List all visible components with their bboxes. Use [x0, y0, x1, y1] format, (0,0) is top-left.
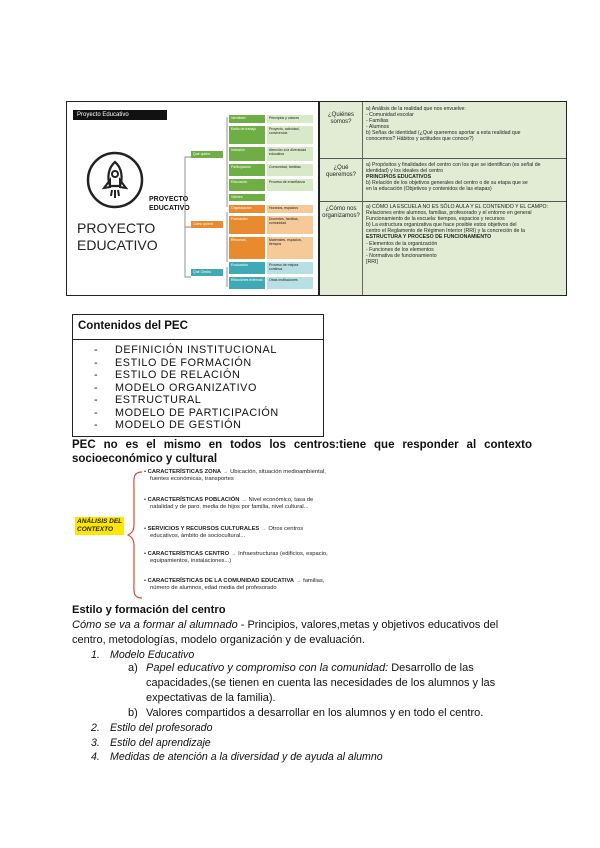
tree-item-detail: Proceso de enseñanza	[267, 179, 313, 191]
tree-item-label: Organización	[229, 205, 265, 213]
question-how-label: ¿Cómo nos organizamos?	[322, 206, 360, 219]
logo-title-line-2: EDUCATIVO	[77, 237, 158, 253]
contents-separator	[73, 339, 323, 340]
contents-item: ESTRUCTURAL	[115, 394, 202, 406]
tree-item-label: Participación	[229, 164, 265, 176]
contents-dash: -	[94, 381, 99, 394]
answer-line: ESTRUCTURA Y PROCESO DE FUNCIONAMIENTO	[366, 234, 492, 241]
tree-item-detail: Comunidad, familias	[267, 164, 313, 176]
pec-contents-box	[72, 314, 324, 437]
contents-item: ESTILO DE FORMACIÓN	[115, 356, 252, 369]
estilo-intro	[72, 618, 528, 633]
questions-column-line	[362, 102, 363, 295]
tree-root-line-1: PROYECTO	[149, 196, 189, 203]
analysis-item: • SERVICIOS Y RECURSOS CULTURALES → Otros centros educativos, ámbito de sociocultural...	[144, 526, 374, 540]
analysis-item-title: CARACTERÍSTICAS DE LA COMUNIDAD EDUCATIVA	[147, 578, 295, 584]
answer-line: centro el Reglamento de Régimen Interior (RRI) y la concreción de la	[366, 228, 525, 235]
tree-item-label: Formación	[229, 216, 265, 234]
questions-row-divider	[320, 158, 566, 159]
sub-item-b: Valores compartidos a desarrollar en los alumnos y en todo el centro.	[146, 707, 484, 719]
tree-item-detail: Principios y valores	[267, 115, 313, 123]
answer-line: - Normativa de funcionamiento	[366, 252, 437, 259]
analysis-item-text: familias,	[301, 578, 325, 584]
analysis-item-text: fuentes económicas, transportes	[150, 476, 234, 482]
analysis-item: • CARACTERÍSTICAS DE LA COMUNIDAD EDUCATIVA → familias, número de alumnos, edad media del profesorado	[144, 578, 384, 592]
sub-item-a-italic: Papel educativo y compromiso con la comunidad:	[146, 662, 389, 674]
tree-item-label: Evaluación	[229, 262, 265, 274]
tree-item-label: Valores	[229, 194, 265, 201]
tree-item-detail: Atención a la diversidad educativa	[267, 147, 313, 161]
estilo-list-item: Medidas de atención a la diversidad y de ayuda al alumno	[110, 751, 383, 763]
answer-line: Funcionamiento de la escuela: tiempos, espacios y recursos	[366, 216, 505, 223]
tree-branch-3: Qué Centro	[191, 269, 223, 276]
analysis-item: • CARACTERÍSTICAS POBLACIÓN → Nivel económico, tasa de natalidad y de paro, media de hijos por familia, nivel cultural...	[144, 497, 374, 511]
sub-letter: b)	[128, 707, 138, 719]
contents-item: MODELO DE GESTIÓN	[115, 419, 242, 431]
estilo-list-item: Modelo Educativo	[110, 649, 195, 661]
contents-dash: -	[94, 419, 99, 431]
contents-dash: -	[94, 406, 99, 419]
logo-title	[77, 220, 158, 254]
analysis-item-title: CARACTERÍSTICAS POBLACIÓN	[147, 497, 240, 503]
analysis-item-text: natalidad y de paro, media de hijos por familia, nivel cultural...	[150, 504, 309, 510]
analysis-label-line-2: CONTEXTO	[77, 526, 113, 533]
contents-dash: -	[94, 356, 99, 369]
pec-heading-line-1: PEC no es el mismo en todos los centros:tiene que responder al contexto	[72, 439, 532, 451]
pec-questions-table	[320, 102, 566, 295]
arrow-icon: →	[295, 578, 302, 584]
estilo-list-num: 4.	[91, 751, 100, 763]
tree-item-detail: Proceso de mejora continua	[267, 262, 313, 274]
tree-item-label: Inclusión	[229, 147, 265, 161]
answer-line: - Alumnos	[366, 124, 390, 131]
pec-heading-line-2: socioeconómico y cultural	[72, 453, 218, 465]
contents-dash: -	[94, 369, 99, 381]
analysis-item: • CARACTERÍSTICAS ZONA → Ubicación, situación medioambiental, fuentes económicas, transportes	[144, 469, 374, 483]
sub-letter: a)	[128, 662, 138, 674]
tree-item-detail: Docentes, familias, comunidad	[267, 216, 313, 234]
question-how-answer	[366, 204, 564, 265]
analysis-item-text: educativos, ámbito de sociocultural...	[150, 533, 246, 539]
tree-item-label: Identidad	[229, 115, 265, 123]
contents-item: DEFINICIÓN INSTITUCIONAL	[115, 344, 277, 356]
analysis-item-text: Infraestructuras (edificios, espacio,	[236, 551, 328, 557]
answer-line: - Familias	[366, 118, 389, 125]
sub-item-a-line-2: capacidades,(se tienen en cuenta las necesidades de los alumnos y las	[146, 677, 496, 689]
estilo-list-num: 2.	[91, 722, 100, 734]
tree-root-line-2: EDUCATIVO	[149, 205, 190, 212]
answer-line: - Funciones de los elementos	[366, 246, 434, 253]
contents-title: Contenidos del PEC	[78, 320, 188, 332]
contents-dash: -	[94, 394, 99, 406]
analysis-item-title: SERVICIOS Y RECURSOS CULTURALES	[147, 526, 260, 532]
pec-figure-left-panel	[67, 102, 317, 295]
contents-item: ESTILO DE RELACIÓN	[115, 369, 241, 381]
tree-item-label: Estilo de trabajo	[229, 126, 265, 144]
estilo-list-num: 3.	[91, 737, 100, 749]
answer-line: b) Señas de identidad (¿Qué queremos aportar a esta realidad que	[366, 130, 521, 137]
answer-line: a) Propósitos y finalidades del centro con los que se identifican (es señal de	[366, 162, 541, 168]
tree-item-detail: Otras instituciones	[267, 277, 313, 289]
estilo-list-item: Estilo del profesorado	[110, 722, 213, 734]
analysis-label-line-1: ANÁLISIS DEL	[77, 518, 123, 525]
estilo-list-num: 1.	[91, 649, 100, 661]
answer-line: [RRI]	[366, 258, 378, 265]
contents-item: MODELO DE PARTICIPACIÓN	[115, 406, 279, 419]
analysis-item-title: CARACTERÍSTICAS CENTRO	[147, 551, 230, 557]
tree-branch-2: Cómo quiere	[191, 221, 223, 228]
answer-line: PRINCIPIOS EDUCATIVOS	[366, 174, 432, 181]
tree-item-detail: Proyecto, actividad, convivencia	[267, 126, 313, 144]
tree-connectors	[177, 112, 237, 287]
contents-dash: -	[94, 344, 99, 356]
answer-line: a) CÓMO LA ESCUELA NO ES SÓLO AULA Y EL CONTENIDO Y EL CAMPO:	[366, 204, 549, 210]
estilo-heading: Estilo y formación del centro	[72, 604, 226, 616]
tree-item-label: Educación	[229, 179, 265, 191]
contents-item: MODELO ORGANIZATIVO	[115, 381, 257, 394]
arrow-icon: →	[222, 469, 229, 475]
analysis-label	[75, 517, 124, 535]
analysis-item: • CARACTERÍSTICAS CENTRO → Infraestructuras (edificios, espacio, equipamientos, instalaciones...)	[144, 551, 374, 565]
sub-item-a-line-3: expectativas de la familia).	[146, 692, 276, 704]
answer-line: en la educación (Objetivos y contenidos de las etapas)	[366, 186, 492, 193]
tree-item-label: Relaciones externas	[229, 277, 265, 289]
answer-line: - Elementos de la organización	[366, 240, 438, 247]
question-what-label: ¿Qué queremos?	[325, 165, 357, 178]
estilo-intro-rest: - Principios, valores,metas y objetivos educativos del	[237, 619, 499, 631]
answer-line: identidad) y los ideales del centro	[366, 168, 443, 175]
analysis-item-text: Nivel económico, tasa de	[246, 497, 314, 503]
sub-item-a	[146, 661, 526, 676]
tree-item-label: Recursos	[229, 237, 265, 259]
tree-branch-1: Qué quiere	[191, 151, 223, 158]
tree-item-detail: Horarios, espacios	[267, 205, 313, 213]
sub-item-a-rest: Desarrollo de las	[388, 662, 474, 674]
analysis-item-title: CARACTERÍSTICAS ZONA	[147, 469, 222, 475]
tree-item-detail: Materiales, espacios, tiempos	[267, 237, 313, 259]
answer-line: b) Relación de los objetivos generales del centro o de su etapa que se	[366, 180, 528, 187]
question-who-label: ¿Quiénes somos?	[327, 112, 354, 125]
answer-line: conocemos? Hábitos y actitudes que conoce?)	[366, 136, 474, 143]
figure-header-label: Proyecto Educativo	[73, 110, 167, 120]
answer-line: b) La estructura organizativa que hace posible estos objetivos del	[366, 222, 517, 229]
estilo-list-item: Estilo del aprendizaje	[110, 737, 211, 749]
question-who-answer	[366, 106, 564, 143]
answer-line: a) Análisis de la realidad que nos envuelve:	[366, 106, 466, 112]
logo-title-line-1: PROYECTO	[77, 220, 156, 236]
answer-line: - Comunidad escolar	[366, 112, 414, 119]
arrow-icon: →	[241, 497, 247, 503]
arrow-icon: →	[260, 526, 267, 532]
analysis-item-text: Ubicación, situación medioambiental,	[228, 469, 326, 475]
pec-figure	[66, 101, 567, 296]
question-what-answer	[366, 162, 564, 192]
arrow-icon: →	[230, 551, 237, 557]
estilo-intro-line-2: centro, metodologías, modelo organización y de evaluación.	[72, 634, 365, 646]
questions-row-divider	[320, 201, 566, 202]
analysis-item-text: número de alumnos, edad media del profesorado	[150, 585, 277, 591]
analysis-item-text: equipamientos, instalaciones...)	[150, 558, 232, 564]
answer-line: Relaciones entre alumnos, familias, profesorado y el entorno en general	[366, 210, 532, 217]
analysis-brace	[126, 470, 146, 600]
estilo-intro-italic: Cómo se va a formar al alumnado	[72, 619, 238, 631]
rocket-icon	[85, 150, 145, 210]
analysis-item-text: Otros centros	[266, 526, 304, 532]
